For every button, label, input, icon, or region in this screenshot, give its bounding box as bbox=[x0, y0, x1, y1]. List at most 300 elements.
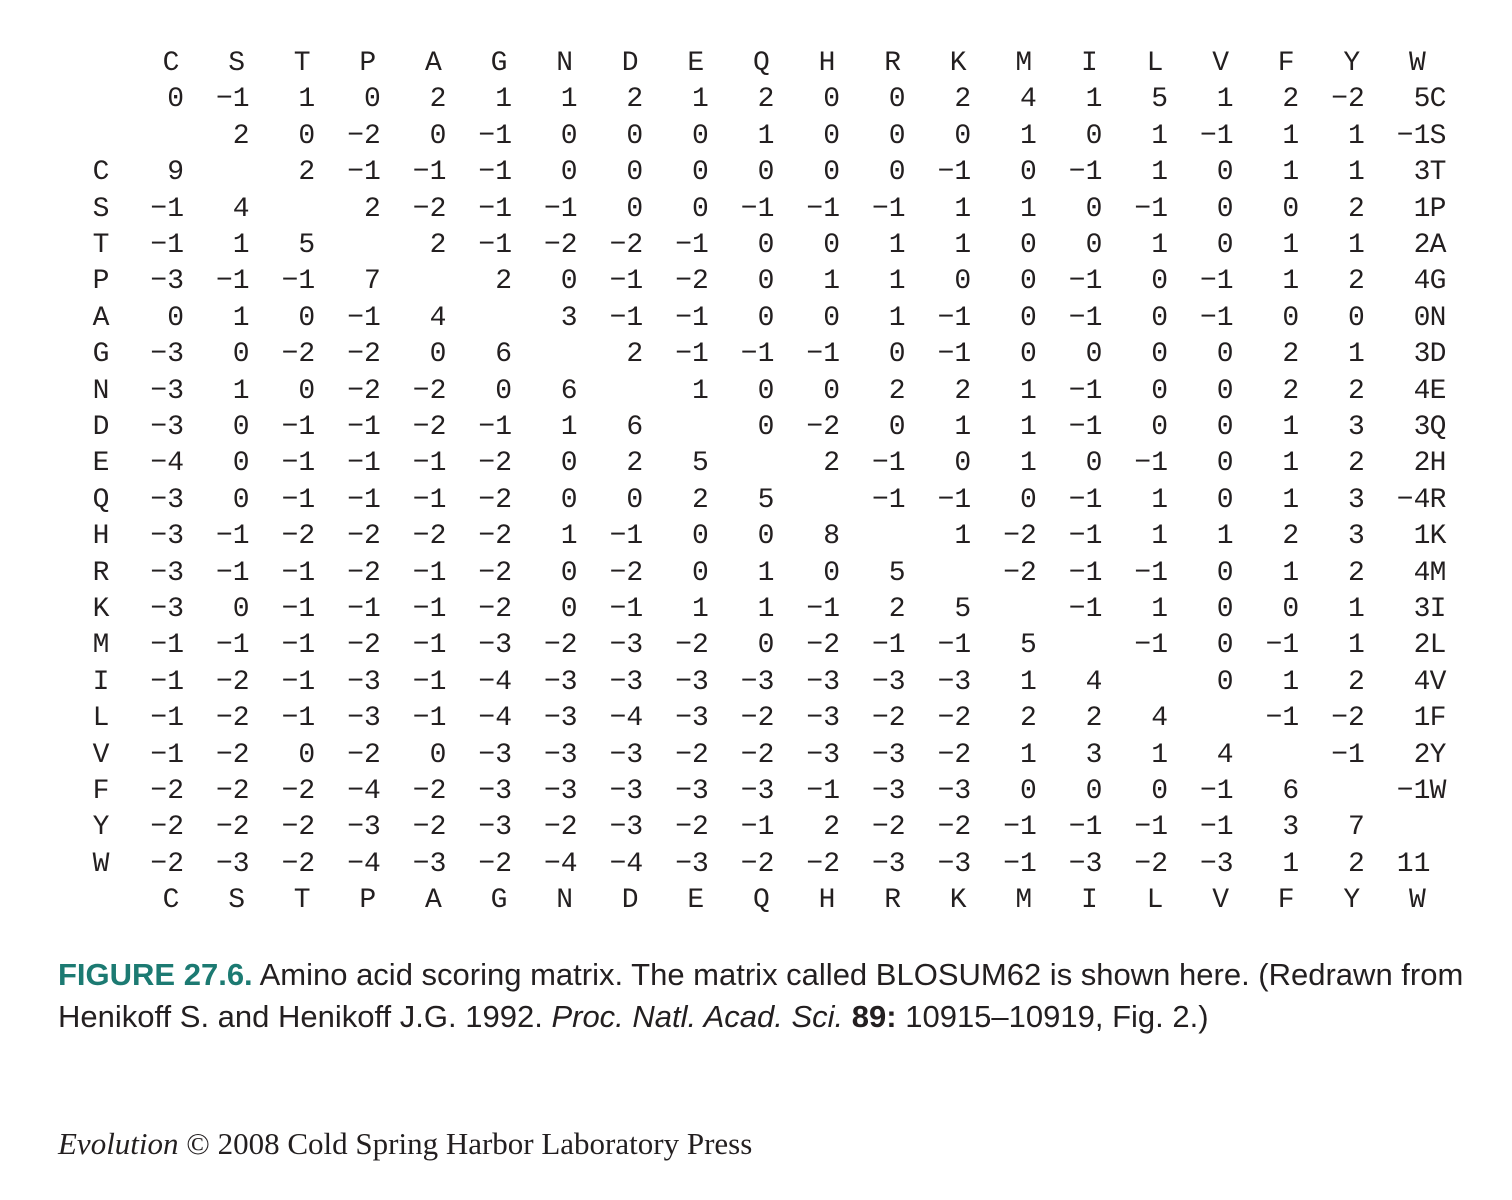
lower-cell-C-C: 9 bbox=[167, 157, 184, 189]
upper-cell-C-H: 0 bbox=[823, 84, 840, 116]
lower-cell-T-T: 5 bbox=[298, 230, 316, 261]
lower-cell-F-C: −2 bbox=[150, 776, 184, 807]
upper-cell-K-W: 1 bbox=[1413, 521, 1431, 553]
upper-cell-T-A: −1 bbox=[412, 157, 447, 189]
lower-cell-D-C: −3 bbox=[150, 412, 184, 443]
upper-row-label-K: K bbox=[1429, 521, 1447, 553]
upper-cell-M-Y: 2 bbox=[1347, 557, 1365, 589]
upper-cell-Q-V: 0 bbox=[1216, 412, 1234, 443]
lower-cell-W-A: −3 bbox=[412, 848, 447, 880]
lower-cell-M-N: −2 bbox=[543, 630, 578, 662]
lower-cell-V-L: 1 bbox=[1151, 739, 1168, 771]
lower-cell-R-T: −1 bbox=[281, 557, 316, 589]
upper-cell-I-L: 1 bbox=[1151, 594, 1168, 625]
column-header-top-M: M bbox=[1015, 48, 1033, 79]
copyright-credit bbox=[58, 1124, 752, 1164]
lower-cell-F-R: −3 bbox=[871, 776, 906, 807]
lower-cell-W-D: −4 bbox=[609, 848, 644, 880]
lower-cell-V-M: 1 bbox=[1019, 739, 1037, 771]
upper-cell-C-I: 1 bbox=[1085, 84, 1103, 116]
lower-cell-I-M: 1 bbox=[1019, 666, 1037, 698]
lower-cell-N-N: 6 bbox=[560, 375, 578, 407]
lower-row-label-P: P bbox=[92, 266, 110, 298]
lower-cell-Y-F: 3 bbox=[1282, 812, 1300, 844]
upper-cell-G-K: 0 bbox=[954, 266, 972, 298]
book-title: Evolution bbox=[58, 1126, 179, 1161]
lower-cell-I-H: −3 bbox=[806, 666, 840, 698]
lower-cell-M-D: −3 bbox=[609, 630, 644, 662]
upper-cell-A-M: 0 bbox=[1019, 230, 1037, 261]
upper-cell-N-E: −1 bbox=[675, 302, 709, 334]
lower-cell-N-P: −2 bbox=[347, 375, 381, 407]
lower-cell-Q-G: −2 bbox=[478, 484, 512, 516]
lower-cell-V-T: 0 bbox=[298, 739, 316, 771]
column-header-top-C: C bbox=[162, 48, 180, 79]
column-header-bottom-N: N bbox=[556, 885, 573, 917]
lower-cell-W-N: −4 bbox=[543, 848, 578, 880]
lower-cell-I-I: 4 bbox=[1085, 666, 1103, 698]
upper-cell-T-W: 3 bbox=[1413, 157, 1431, 189]
upper-cell-T-K: −1 bbox=[937, 157, 972, 189]
caption-volume: 89: bbox=[851, 999, 897, 1034]
lower-cell-L-M: 2 bbox=[1019, 703, 1037, 735]
upper-cell-K-L: 1 bbox=[1151, 521, 1168, 553]
lower-cell-G-C: −3 bbox=[150, 339, 184, 371]
lower-cell-F-D: −3 bbox=[609, 776, 644, 807]
column-header-bottom-D: D bbox=[621, 885, 639, 917]
upper-cell-G-H: 1 bbox=[823, 266, 840, 298]
column-header-bottom-F: F bbox=[1277, 885, 1295, 917]
lower-cell-I-Q: −3 bbox=[740, 666, 775, 698]
lower-cell-F-P: −4 bbox=[347, 776, 381, 807]
upper-cell-E-H: 0 bbox=[823, 375, 840, 407]
lower-cell-N-T: 0 bbox=[298, 375, 316, 407]
upper-cell-N-Y: 0 bbox=[1347, 302, 1365, 334]
upper-cell-M-W: 4 bbox=[1413, 557, 1431, 589]
upper-cell-Q-M: 1 bbox=[1019, 412, 1037, 443]
upper-cell-N-L: 0 bbox=[1151, 302, 1168, 334]
lower-cell-P-P: 7 bbox=[363, 266, 381, 298]
lower-cell-W-L: −2 bbox=[1134, 848, 1168, 880]
upper-cell-C-Q: 2 bbox=[757, 84, 775, 116]
copyright-text: © 2008 Cold Spring Harbor Laboratory Press bbox=[178, 1126, 753, 1161]
lower-cell-V-G: −3 bbox=[478, 739, 512, 771]
upper-cell-D-V: 0 bbox=[1216, 339, 1234, 371]
lower-cell-F-I: 0 bbox=[1085, 776, 1103, 807]
upper-cell-Q-H: −2 bbox=[806, 412, 840, 443]
upper-cell-E-V: 0 bbox=[1216, 375, 1234, 407]
upper-cell-P-M: 1 bbox=[1019, 193, 1037, 225]
upper-cell-H-I: 0 bbox=[1085, 448, 1103, 480]
lower-cell-L-D: −4 bbox=[609, 703, 644, 735]
upper-cell-Q-L: 0 bbox=[1151, 412, 1168, 443]
column-header-bottom-A: A bbox=[424, 885, 442, 917]
lower-cell-V-C: −1 bbox=[150, 739, 184, 771]
upper-cell-S-V: −1 bbox=[1199, 120, 1234, 152]
lower-cell-Y-E: −2 bbox=[675, 812, 709, 844]
lower-cell-M-P: −2 bbox=[347, 630, 381, 662]
upper-cell-A-K: 1 bbox=[954, 230, 972, 261]
lower-cell-V-N: −3 bbox=[543, 739, 578, 771]
upper-cell-M-I: −1 bbox=[1068, 557, 1103, 589]
upper-cell-H-M: 1 bbox=[1019, 448, 1037, 480]
lower-cell-M-E: −2 bbox=[675, 630, 709, 662]
lower-row-label-E: E bbox=[92, 448, 110, 480]
upper-cell-G-I: −1 bbox=[1068, 266, 1103, 298]
upper-cell-T-P: −1 bbox=[347, 157, 381, 189]
upper-row-label-I: I bbox=[1429, 594, 1447, 625]
lower-row-label-L: L bbox=[92, 703, 110, 735]
lower-cell-K-E: 1 bbox=[691, 594, 709, 625]
lower-cell-L-Q: −2 bbox=[740, 703, 775, 735]
upper-cell-N-R: 1 bbox=[888, 302, 906, 334]
lower-cell-G-P: −2 bbox=[347, 339, 381, 371]
lower-cell-Y-P: −3 bbox=[347, 812, 381, 844]
upper-cell-G-Y: 2 bbox=[1347, 266, 1365, 298]
upper-cell-K-K: 1 bbox=[954, 521, 972, 553]
column-header-bottom-H: H bbox=[818, 885, 836, 917]
lower-row-label-F: F bbox=[92, 776, 110, 807]
upper-cell-C-A: 2 bbox=[429, 84, 447, 116]
upper-cell-M-L: −1 bbox=[1134, 557, 1168, 589]
upper-cell-G-N: 0 bbox=[560, 266, 578, 298]
upper-cell-E-M: 1 bbox=[1019, 375, 1037, 407]
upper-cell-H-L: −1 bbox=[1134, 448, 1168, 480]
upper-cell-Y-Y: −1 bbox=[1331, 739, 1365, 771]
upper-cell-E-K: 2 bbox=[954, 375, 972, 407]
upper-row-label-Q: Q bbox=[1429, 412, 1447, 443]
lower-cell-Y-Y: 7 bbox=[1347, 812, 1365, 844]
lower-cell-N-S: 1 bbox=[232, 375, 250, 407]
lower-cell-V-Q: −2 bbox=[740, 739, 775, 771]
upper-cell-A-I: 0 bbox=[1085, 230, 1103, 261]
lower-cell-E-T: −1 bbox=[281, 448, 316, 480]
lower-cell-Y-H: 2 bbox=[823, 812, 840, 844]
upper-cell-W-W: −1 bbox=[1396, 776, 1431, 807]
upper-cell-P-N: −1 bbox=[543, 193, 578, 225]
lower-cell-E-P: −1 bbox=[347, 448, 381, 480]
upper-cell-G-V: −1 bbox=[1199, 266, 1234, 298]
lower-cell-M-H: −2 bbox=[806, 630, 840, 662]
upper-cell-Q-R: 0 bbox=[888, 412, 906, 443]
upper-cell-R-L: 1 bbox=[1151, 484, 1168, 516]
upper-cell-S-A: 0 bbox=[429, 120, 447, 152]
lower-cell-W-K: −3 bbox=[937, 848, 972, 880]
lower-cell-A-P: −1 bbox=[347, 302, 381, 334]
upper-cell-C-R: 0 bbox=[888, 84, 906, 116]
upper-cell-E-L: 0 bbox=[1151, 375, 1168, 407]
upper-cell-D-E: −1 bbox=[675, 339, 709, 371]
column-header-bottom-P: P bbox=[359, 885, 377, 917]
upper-cell-P-V: 0 bbox=[1216, 193, 1234, 225]
upper-cell-P-I: 0 bbox=[1085, 193, 1103, 225]
column-header-top-V: V bbox=[1212, 48, 1229, 79]
upper-cell-K-V: 1 bbox=[1216, 521, 1234, 553]
lower-cell-Q-D: 0 bbox=[626, 484, 644, 516]
upper-cell-G-Q: 0 bbox=[757, 266, 775, 298]
lower-cell-H-A: −2 bbox=[412, 521, 447, 553]
lower-cell-A-A: 4 bbox=[429, 302, 447, 334]
upper-cell-V-V: 0 bbox=[1216, 666, 1234, 698]
upper-cell-D-Y: 1 bbox=[1347, 339, 1365, 371]
upper-cell-S-L: 1 bbox=[1151, 120, 1168, 152]
lower-cell-F-Q: −3 bbox=[740, 776, 775, 807]
lower-cell-Y-T: −2 bbox=[281, 812, 316, 844]
upper-cell-A-V: 0 bbox=[1216, 230, 1234, 261]
lower-cell-F-V: −1 bbox=[1199, 776, 1234, 807]
upper-cell-A-Y: 1 bbox=[1347, 230, 1365, 261]
upper-cell-N-N: 3 bbox=[560, 302, 578, 334]
lower-cell-L-H: −3 bbox=[806, 703, 840, 735]
upper-cell-Q-K: 1 bbox=[954, 412, 972, 443]
upper-row-label-A: A bbox=[1429, 230, 1447, 261]
upper-cell-P-D: 0 bbox=[626, 193, 644, 225]
upper-cell-S-I: 0 bbox=[1085, 120, 1103, 152]
upper-cell-D-F: 2 bbox=[1282, 339, 1300, 371]
upper-cell-S-G: −1 bbox=[478, 120, 512, 152]
lower-cell-N-A: −2 bbox=[412, 375, 447, 407]
lower-cell-P-S: −1 bbox=[215, 266, 250, 298]
lower-cell-F-S: −2 bbox=[215, 776, 250, 807]
lower-cell-A-T: 0 bbox=[298, 302, 316, 334]
lower-cell-Y-N: −2 bbox=[543, 812, 578, 844]
lower-cell-G-T: −2 bbox=[281, 339, 316, 371]
lower-cell-Y-M: −1 bbox=[1003, 812, 1037, 844]
lower-row-label-Q: Q bbox=[92, 484, 110, 516]
upper-cell-T-F: 1 bbox=[1282, 157, 1300, 189]
upper-cell-T-R: 0 bbox=[888, 157, 906, 189]
lower-cell-V-V: 4 bbox=[1216, 739, 1234, 771]
column-header-bottom-V: V bbox=[1212, 885, 1229, 917]
lower-cell-W-P: −4 bbox=[347, 848, 381, 880]
column-header-bottom-I: I bbox=[1080, 885, 1098, 917]
lower-cell-D-A: −2 bbox=[412, 412, 447, 443]
lower-cell-W-I: −3 bbox=[1068, 848, 1103, 880]
upper-cell-T-Y: 1 bbox=[1347, 157, 1365, 189]
upper-cell-P-Y: 2 bbox=[1347, 193, 1365, 225]
column-header-top-T: T bbox=[293, 48, 311, 79]
lower-cell-N-G: 0 bbox=[495, 375, 512, 407]
lower-cell-Q-T: −1 bbox=[281, 484, 316, 516]
column-header-top-H: H bbox=[818, 48, 836, 79]
lower-cell-I-C: −1 bbox=[150, 666, 184, 698]
lower-cell-D-P: −1 bbox=[347, 412, 381, 443]
upper-cell-C-W: 5 bbox=[1413, 84, 1431, 116]
upper-cell-A-N: −2 bbox=[543, 230, 578, 261]
lower-cell-E-C: −4 bbox=[150, 448, 184, 480]
upper-cell-F-Y: −2 bbox=[1331, 703, 1365, 735]
upper-cell-C-M: 4 bbox=[1019, 84, 1037, 116]
upper-cell-E-I: −1 bbox=[1068, 375, 1103, 407]
lower-cell-L-S: −2 bbox=[215, 703, 250, 735]
lower-cell-Q-E: 2 bbox=[691, 484, 709, 516]
lower-cell-H-C: −3 bbox=[150, 521, 184, 553]
upper-cell-A-D: −2 bbox=[609, 230, 644, 261]
lower-cell-D-G: −1 bbox=[478, 412, 512, 443]
upper-cell-P-W: 1 bbox=[1413, 193, 1431, 225]
upper-row-label-S: S bbox=[1429, 120, 1447, 152]
lower-cell-R-R: 5 bbox=[888, 557, 906, 589]
column-header-top-D: D bbox=[621, 48, 639, 79]
upper-row-label-P: P bbox=[1429, 193, 1447, 225]
upper-cell-C-E: 1 bbox=[691, 84, 709, 116]
lower-cell-F-L: 0 bbox=[1151, 776, 1168, 807]
column-header-bottom-E: E bbox=[687, 885, 705, 917]
upper-cell-N-F: 0 bbox=[1282, 302, 1300, 334]
upper-cell-G-D: −1 bbox=[609, 266, 644, 298]
lower-cell-G-G: 6 bbox=[495, 339, 512, 371]
lower-cell-L-T: −1 bbox=[281, 703, 316, 735]
upper-cell-N-H: 0 bbox=[823, 302, 840, 334]
upper-cell-R-W: −4 bbox=[1396, 484, 1431, 516]
upper-cell-G-W: 4 bbox=[1413, 266, 1431, 298]
lower-cell-I-T: −1 bbox=[281, 666, 316, 698]
upper-cell-S-N: 0 bbox=[560, 120, 578, 152]
upper-row-label-Y: Y bbox=[1429, 739, 1447, 771]
lower-cell-H-D: −1 bbox=[609, 521, 644, 553]
upper-cell-T-H: 0 bbox=[823, 157, 840, 189]
lower-cell-D-T: −1 bbox=[281, 412, 316, 443]
lower-cell-L-A: −1 bbox=[412, 703, 447, 735]
lower-cell-T-C: −1 bbox=[150, 230, 184, 261]
lower-cell-K-R: 2 bbox=[888, 594, 906, 625]
caption-pages: 10915–10919, Fig. 2.) bbox=[896, 999, 1209, 1034]
upper-cell-A-G: −1 bbox=[478, 230, 512, 261]
lower-cell-D-S: 0 bbox=[232, 412, 250, 443]
lower-cell-F-T: −2 bbox=[281, 776, 316, 807]
upper-cell-H-V: 0 bbox=[1216, 448, 1234, 480]
lower-cell-L-N: −3 bbox=[543, 703, 578, 735]
lower-cell-E-N: 0 bbox=[560, 448, 578, 480]
upper-cell-K-F: 2 bbox=[1282, 521, 1300, 553]
lower-cell-W-R: −3 bbox=[871, 848, 906, 880]
lower-cell-W-G: −2 bbox=[478, 848, 512, 880]
lower-cell-L-C: −1 bbox=[150, 703, 184, 735]
lower-cell-Y-I: −1 bbox=[1068, 812, 1103, 844]
upper-cell-N-M: 0 bbox=[1019, 302, 1037, 334]
column-header-bottom-T: T bbox=[293, 885, 311, 917]
column-header-bottom-Y: Y bbox=[1343, 885, 1361, 917]
upper-row-label-H: H bbox=[1429, 448, 1447, 480]
lower-cell-Q-A: −1 bbox=[412, 484, 447, 516]
upper-cell-H-K: 0 bbox=[954, 448, 972, 480]
lower-cell-E-E: 5 bbox=[691, 448, 709, 480]
lower-cell-F-A: −2 bbox=[412, 776, 447, 807]
lower-cell-F-M: 0 bbox=[1019, 776, 1037, 807]
upper-cell-K-M: −2 bbox=[1003, 521, 1037, 553]
lower-cell-R-N: 0 bbox=[560, 557, 578, 589]
upper-row-label-M: M bbox=[1429, 557, 1447, 589]
upper-cell-S-T: 0 bbox=[298, 120, 316, 152]
lower-row-label-R: R bbox=[92, 557, 110, 589]
upper-cell-C-C: 0 bbox=[167, 84, 184, 116]
lower-cell-K-A: −1 bbox=[412, 594, 447, 625]
lower-cell-H-T: −2 bbox=[281, 521, 316, 553]
lower-cell-E-A: −1 bbox=[412, 448, 447, 480]
upper-cell-D-L: 0 bbox=[1151, 339, 1168, 371]
upper-row-label-V: V bbox=[1429, 666, 1447, 698]
lower-cell-K-S: 0 bbox=[232, 594, 250, 625]
upper-cell-P-L: −1 bbox=[1134, 193, 1168, 225]
lower-cell-K-D: −1 bbox=[609, 594, 644, 625]
upper-cell-E-Q: 0 bbox=[757, 375, 775, 407]
lower-cell-W-F: 1 bbox=[1282, 848, 1300, 880]
upper-cell-M-M: −2 bbox=[1003, 557, 1037, 589]
lower-cell-G-S: 0 bbox=[232, 339, 250, 371]
upper-cell-L-L: −1 bbox=[1134, 630, 1168, 662]
upper-cell-C-L: 5 bbox=[1151, 84, 1168, 116]
lower-cell-K-Q: 1 bbox=[757, 594, 775, 625]
upper-cell-H-W: 2 bbox=[1413, 448, 1431, 480]
column-header-top-K: K bbox=[949, 48, 967, 79]
upper-row-label-D: D bbox=[1429, 339, 1447, 371]
column-header-bottom-R: R bbox=[884, 885, 901, 917]
upper-cell-K-Y: 3 bbox=[1347, 521, 1365, 553]
upper-cell-G-L: 0 bbox=[1151, 266, 1168, 298]
lower-cell-E-G: −2 bbox=[478, 448, 512, 480]
lower-cell-T-S: 1 bbox=[232, 230, 250, 261]
lower-cell-I-D: −3 bbox=[609, 666, 644, 698]
lower-cell-N-C: −3 bbox=[150, 375, 184, 407]
upper-row-label-E: E bbox=[1429, 375, 1447, 407]
lower-cell-V-D: −3 bbox=[609, 739, 644, 771]
lower-cell-Q-C: −3 bbox=[150, 484, 184, 516]
upper-cell-A-E: −1 bbox=[675, 230, 709, 261]
lower-row-label-Y: Y bbox=[92, 812, 110, 844]
lower-cell-I-E: −3 bbox=[675, 666, 709, 698]
caption-text: Amino acid scoring matrix. The matrix called BLOSUM62 is shown here. (Redrawn from Henikoff S. and Henikoff J.G. 1992. bbox=[58, 957, 1464, 1034]
upper-cell-H-Y: 2 bbox=[1347, 448, 1365, 480]
upper-cell-R-M: 0 bbox=[1019, 484, 1037, 516]
upper-cell-R-Y: 3 bbox=[1347, 484, 1365, 516]
lower-cell-I-N: −3 bbox=[543, 666, 578, 698]
lower-row-label-A: A bbox=[92, 302, 110, 334]
upper-cell-P-G: −1 bbox=[478, 193, 512, 225]
upper-cell-C-F: 2 bbox=[1282, 84, 1300, 116]
upper-cell-C-Y: −2 bbox=[1331, 84, 1365, 116]
upper-row-label-N: N bbox=[1429, 302, 1447, 334]
upper-cell-H-H: 2 bbox=[823, 448, 840, 480]
upper-cell-I-W: 3 bbox=[1413, 594, 1431, 625]
lower-cell-V-A: 0 bbox=[429, 739, 447, 771]
lower-row-label-G: G bbox=[92, 339, 110, 371]
upper-cell-D-R: 0 bbox=[888, 339, 906, 371]
upper-cell-T-E: 0 bbox=[691, 157, 709, 189]
lower-row-label-I: I bbox=[92, 666, 110, 698]
upper-cell-D-Q: −1 bbox=[740, 339, 775, 371]
upper-cell-P-R: −1 bbox=[871, 193, 906, 225]
lower-cell-Y-D: −3 bbox=[609, 812, 644, 844]
lower-cell-R-C: −3 bbox=[150, 557, 184, 589]
column-header-top-G: G bbox=[490, 48, 508, 79]
upper-cell-P-Q: −1 bbox=[740, 193, 775, 225]
upper-cell-C-N: 1 bbox=[560, 84, 578, 116]
upper-cell-Q-F: 1 bbox=[1282, 412, 1300, 443]
lower-cell-E-S: 0 bbox=[232, 448, 250, 480]
column-header-top-E: E bbox=[687, 48, 705, 79]
lower-cell-F-N: −3 bbox=[543, 776, 578, 807]
figure-caption bbox=[58, 954, 1476, 1038]
upper-cell-N-V: −1 bbox=[1199, 302, 1234, 334]
lower-cell-K-P: −1 bbox=[347, 594, 381, 625]
column-header-bottom-C: C bbox=[162, 885, 180, 917]
upper-cell-G-F: 1 bbox=[1282, 266, 1300, 298]
column-header-bottom-K: K bbox=[949, 885, 967, 917]
lower-cell-M-Q: 0 bbox=[757, 630, 775, 662]
lower-cell-L-P: −3 bbox=[347, 703, 381, 735]
upper-cell-Q-Q: 0 bbox=[757, 412, 775, 443]
lower-cell-R-Q: 1 bbox=[757, 557, 775, 589]
